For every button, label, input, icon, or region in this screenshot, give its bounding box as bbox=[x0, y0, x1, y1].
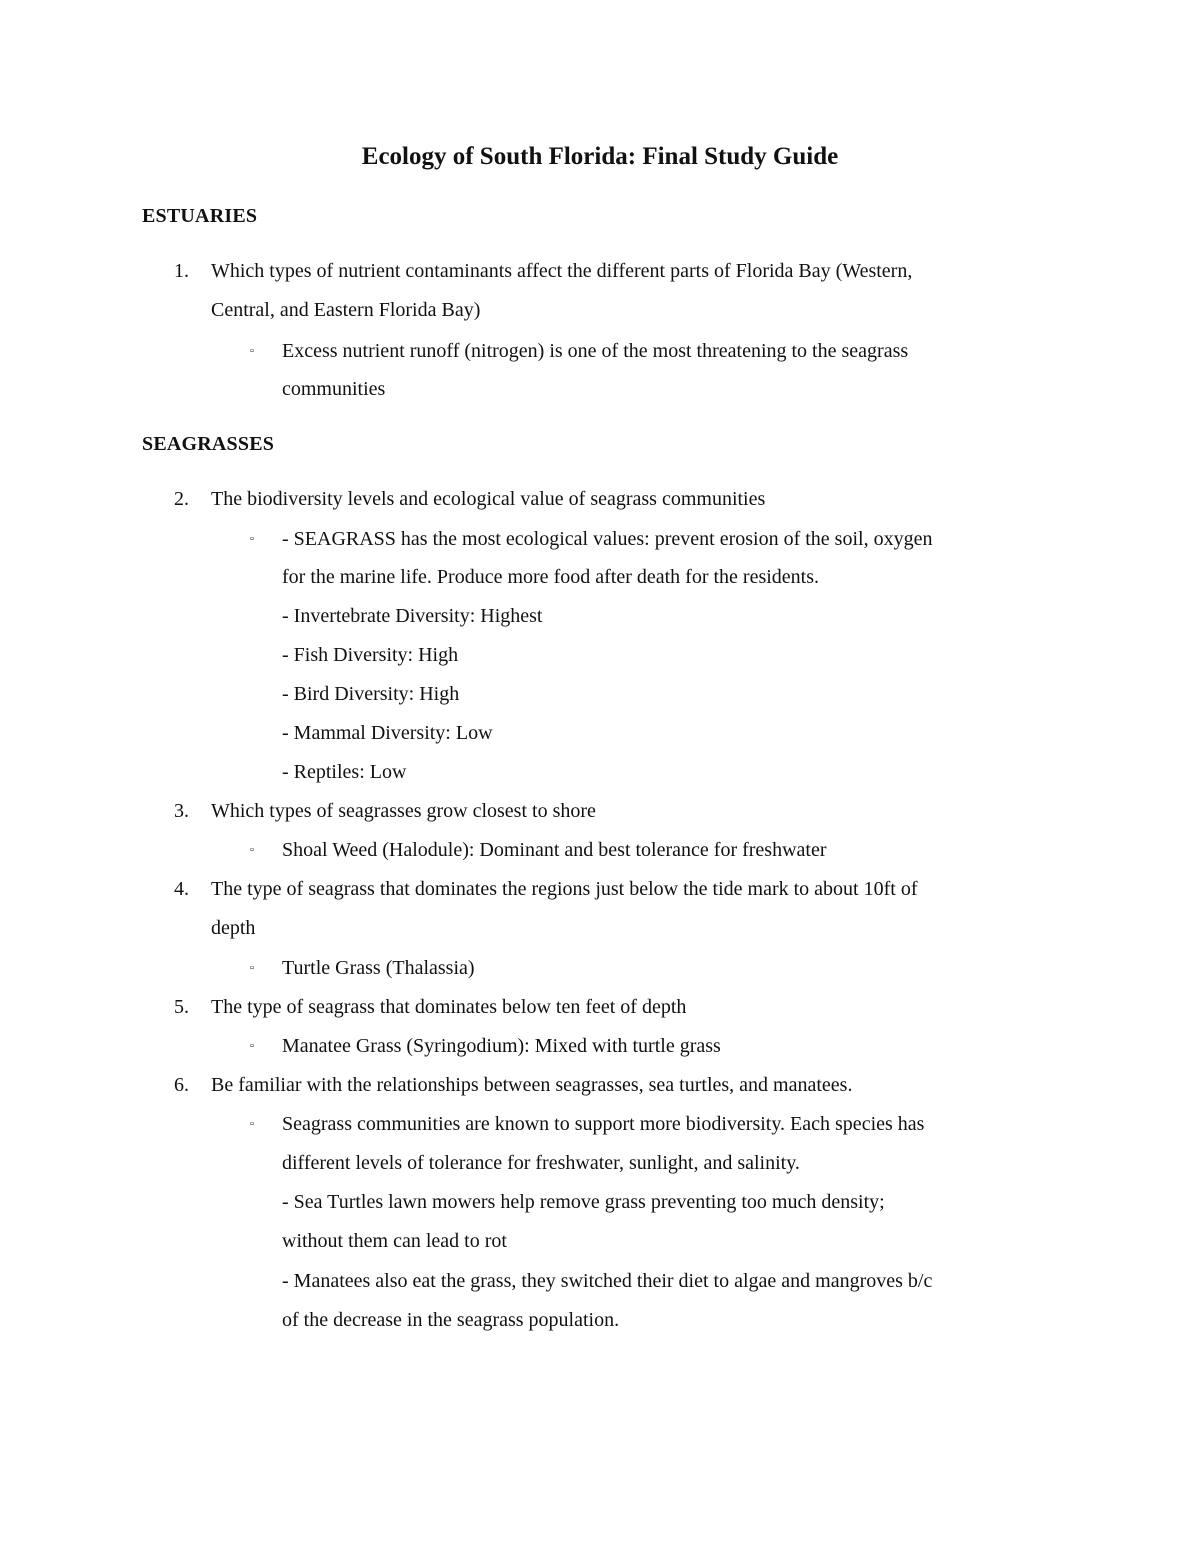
bullet-icon: ▫ bbox=[250, 1118, 254, 1130]
bullet-icon: ▫ bbox=[250, 844, 254, 856]
bullet-icon: ▫ bbox=[250, 345, 254, 357]
page-title: Ecology of South Florida: Final Study Guide bbox=[361, 143, 839, 170]
answer-text: without them can lead to rot bbox=[282, 1230, 507, 1252]
answer-text: - Manatees also eat the grass, they switched their diet to algae and mangroves b/c bbox=[282, 1270, 933, 1292]
answer-text: Turtle Grass (Thalassia) bbox=[282, 957, 475, 979]
answer-text: of the decrease in the seagrass population. bbox=[282, 1309, 620, 1331]
answer-text: - Reptiles: Low bbox=[282, 761, 407, 783]
question-text: Which types of nutrient contaminants affect the different parts of Florida Bay (Western, bbox=[211, 260, 913, 282]
answer-text: for the marine life. Produce more food after death for the residents. bbox=[282, 566, 820, 588]
answer-text: communities bbox=[282, 378, 386, 400]
answer-text: - Sea Turtles lawn mowers help remove grass preventing too much density; bbox=[282, 1191, 885, 1213]
answer-text: - Fish Diversity: High bbox=[282, 644, 459, 666]
question-number: 1. bbox=[174, 260, 189, 282]
section-heading-estuaries: ESTUARIES bbox=[142, 205, 258, 227]
question-number: 6. bbox=[174, 1074, 189, 1096]
answer-text: - Bird Diversity: High bbox=[282, 683, 460, 705]
answer-text: Seagrass communities are known to support more biodiversity. Each species has bbox=[282, 1113, 925, 1135]
question-text: Be familiar with the relationships between seagrasses, sea turtles, and manatees. bbox=[211, 1074, 853, 1096]
answer-text: different levels of tolerance for freshwater, sunlight, and salinity. bbox=[282, 1152, 800, 1174]
answer-text: - Invertebrate Diversity: Highest bbox=[282, 605, 543, 627]
question-text: The biodiversity levels and ecological value of seagrass communities bbox=[211, 488, 766, 510]
question-number: 5. bbox=[174, 996, 189, 1018]
question-text: Which types of seagrasses grow closest to shore bbox=[211, 800, 596, 822]
bullet-icon: ▫ bbox=[250, 533, 254, 545]
answer-text: Manatee Grass (Syringodium): Mixed with turtle grass bbox=[282, 1035, 721, 1057]
question-text: The type of seagrass that dominates below ten feet of depth bbox=[211, 996, 687, 1018]
section-heading-seagrasses: SEAGRASSES bbox=[142, 433, 275, 455]
answer-text: - Mammal Diversity: Low bbox=[282, 722, 493, 744]
question-text: The type of seagrass that dominates the regions just below the tide mark to about 10ft of bbox=[211, 878, 918, 900]
question-text: depth bbox=[211, 917, 256, 939]
bullet-icon: ▫ bbox=[250, 1040, 254, 1052]
answer-text: Shoal Weed (Halodule): Dominant and best tolerance for freshwater bbox=[282, 839, 827, 861]
answer-text: Excess nutrient runoff (nitrogen) is one of the most threatening to the seagrass bbox=[282, 340, 909, 362]
bullet-icon: ▫ bbox=[250, 962, 254, 974]
question-text: Central, and Eastern Florida Bay) bbox=[211, 299, 481, 321]
question-number: 2. bbox=[174, 488, 189, 510]
answer-text: - SEAGRASS has the most ecological values: prevent erosion of the soil, oxygen bbox=[282, 528, 933, 550]
question-number: 4. bbox=[174, 878, 189, 900]
question-number: 3. bbox=[174, 800, 189, 822]
